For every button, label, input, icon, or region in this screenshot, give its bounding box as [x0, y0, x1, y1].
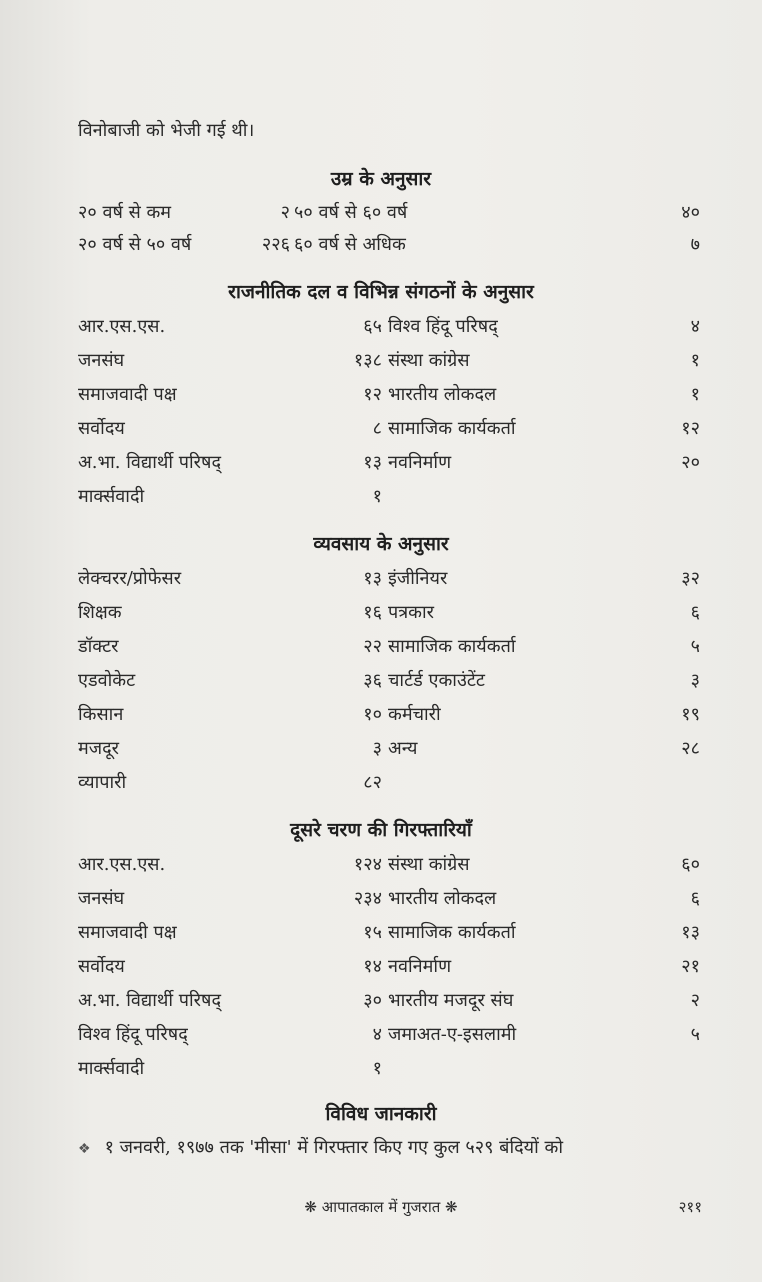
row-left-label: एडवोकेट: [78, 670, 136, 691]
row-right-value: ५: [690, 636, 700, 657]
row-left-label: २० वर्ष से ५० वर्ष: [78, 234, 192, 255]
row-left-value: १०: [363, 704, 382, 725]
row-right-label: संस्था कांग्रेस: [388, 854, 470, 875]
table-row: [78, 382, 700, 412]
row-left-label: शिक्षक: [78, 602, 122, 623]
row-right-value: २: [690, 990, 700, 1011]
table-row: [78, 450, 700, 480]
table-row: [78, 886, 700, 916]
table-row: [78, 920, 700, 950]
row-right-label: नवनिर्माण: [388, 452, 452, 473]
row-left-value: ८: [372, 418, 382, 439]
row-right-label: पत्रकार: [388, 602, 435, 623]
row-left-value: १३: [363, 452, 382, 473]
row-left-label: समाजवादी पक्ष: [78, 384, 177, 405]
row-right-value: ६: [690, 602, 700, 623]
row-left-value: १६: [363, 602, 382, 623]
table-row: [78, 348, 700, 378]
row-right-label: जमाअत-ए-इसलामी: [388, 1024, 517, 1045]
row-right-label: भारतीय मजदूर संघ: [388, 990, 514, 1011]
table-row: [78, 668, 700, 698]
row-left-value: ३: [372, 738, 382, 759]
row-left-value: १३: [363, 568, 382, 589]
table-row: [78, 566, 700, 596]
table-row: [78, 484, 700, 514]
row-right-value: ३: [690, 670, 700, 691]
table-row: [78, 852, 700, 882]
row-left-value: २: [280, 202, 290, 223]
row-right-value: २८: [681, 738, 700, 759]
table-row: [78, 634, 700, 664]
section-title-misc: विविध जानकारी: [325, 1103, 437, 1125]
row-right-label: सामाजिक कार्यकर्ता: [388, 636, 516, 657]
section-title-party: राजनीतिक दल व विभिन्न संगठनों के अनुसार: [228, 281, 534, 303]
table-row: [78, 770, 700, 800]
row-right-label: संस्था कांग्रेस: [388, 350, 470, 371]
row-right-value: १९: [681, 704, 700, 725]
table-row: [78, 988, 700, 1018]
row-left-value: ४: [372, 1024, 382, 1045]
row-right-value: ६: [690, 888, 700, 909]
row-right-label: नवनिर्माण: [388, 956, 452, 977]
table-row: [78, 1022, 700, 1052]
table-row: [78, 600, 700, 630]
row-left-label: अ.भा. विद्यार्थी परिषद्: [78, 990, 221, 1011]
row-left-value: १: [372, 1058, 382, 1079]
row-left-label: सर्वोदय: [78, 956, 125, 977]
table-row: [78, 702, 700, 732]
row-right-label: भारतीय लोकदल: [388, 888, 497, 909]
table-row: [78, 416, 700, 446]
diamond-bullet-icon: ❖: [78, 1141, 91, 1157]
bullet-paragraph: [78, 1135, 563, 1159]
row-left-value: ८२: [363, 772, 382, 793]
row-right-value: १३: [681, 922, 700, 943]
row-left-label: आर.एस.एस.: [78, 316, 166, 337]
row-left-label: सर्वोदय: [78, 418, 125, 439]
row-right-value: १: [690, 350, 700, 371]
row-right-value: १२: [681, 418, 700, 439]
table-row: [78, 232, 700, 262]
row-left-value: १२: [363, 384, 382, 405]
section-title-occupation: व्यवसाय के अनुसार: [313, 533, 449, 555]
row-left-value: १५: [363, 922, 382, 943]
row-right-label: विश्व हिंदू परिषद्: [388, 316, 498, 337]
row-left-label: जनसंघ: [78, 350, 125, 371]
row-right-label: ६० वर्ष से अधिक: [294, 234, 406, 255]
row-right-label: सामाजिक कार्यकर्ता: [388, 418, 516, 439]
row-right-value: ४: [690, 316, 700, 337]
row-left-label: मजदूर: [78, 738, 120, 759]
row-left-label: व्यापारी: [78, 772, 127, 793]
bullet-text: १ जनवरी, १९७७ तक 'मीसा' में गिरफ्तार किए गए कुल ५२९ बंदियों को: [104, 1137, 563, 1158]
table-row: [78, 954, 700, 984]
row-right-label: इंजीनियर: [388, 568, 448, 589]
row-right-label: अन्य: [388, 738, 418, 759]
row-left-label: आर.एस.एस.: [78, 854, 166, 875]
section-title-age: उम्र के अनुसार: [330, 168, 432, 190]
section-title-second-phase: दूसरे चरण की गिरफ्तारियाँ: [290, 819, 472, 841]
row-left-value: १: [372, 486, 382, 507]
row-right-value: ७: [690, 234, 700, 255]
row-right-value: ४०: [681, 202, 700, 223]
row-right-value: २०: [681, 452, 700, 473]
row-right-value: ५: [690, 1024, 700, 1045]
row-right-label: ५० वर्ष से ६० वर्ष: [294, 202, 408, 223]
row-left-value: २३४: [353, 888, 382, 909]
row-left-value: ३६: [363, 670, 382, 691]
row-left-value: १२४: [353, 854, 382, 875]
row-left-value: २२: [363, 636, 382, 657]
row-right-label: चार्टर्ड एकाउंटेंट: [388, 670, 485, 691]
row-left-label: लेक्चरर/प्रोफेसर: [78, 568, 182, 589]
page-number: २११: [678, 1198, 702, 1216]
row-left-label: किसान: [78, 704, 124, 725]
table-row: [78, 1056, 700, 1086]
running-footer-title: ❋ आपातकाल में गुजरात ❋: [304, 1198, 458, 1216]
row-left-value: ६५: [363, 316, 382, 337]
row-left-value: ३०: [363, 990, 382, 1011]
table-row: [78, 314, 700, 344]
row-left-value: १३८: [353, 350, 382, 371]
row-left-label: मार्क्सवादी: [78, 1058, 145, 1079]
row-left-label: समाजवादी पक्ष: [78, 922, 177, 943]
row-right-value: १: [690, 384, 700, 405]
row-right-label: कर्मचारी: [388, 704, 441, 725]
row-left-value: २२६: [261, 234, 290, 255]
table-row: [78, 200, 700, 230]
row-right-label: भारतीय लोकदल: [388, 384, 497, 405]
row-left-label: अ.भा. विद्यार्थी परिषद्: [78, 452, 221, 473]
table-row: [78, 736, 700, 766]
row-left-label: मार्क्सवादी: [78, 486, 145, 507]
row-left-label: २० वर्ष से कम: [78, 202, 172, 223]
row-left-label: विश्व हिंदू परिषद्: [78, 1024, 188, 1045]
row-left-value: १४: [363, 956, 382, 977]
row-right-value: ६०: [681, 854, 700, 875]
row-right-value: ३२: [681, 568, 700, 589]
row-right-value: २१: [681, 956, 700, 977]
intro-text: विनोबाजी को भेजी गई थी।: [78, 120, 255, 141]
row-left-label: डॉक्टर: [78, 636, 119, 657]
row-left-label: जनसंघ: [78, 888, 125, 909]
row-right-label: सामाजिक कार्यकर्ता: [388, 922, 516, 943]
